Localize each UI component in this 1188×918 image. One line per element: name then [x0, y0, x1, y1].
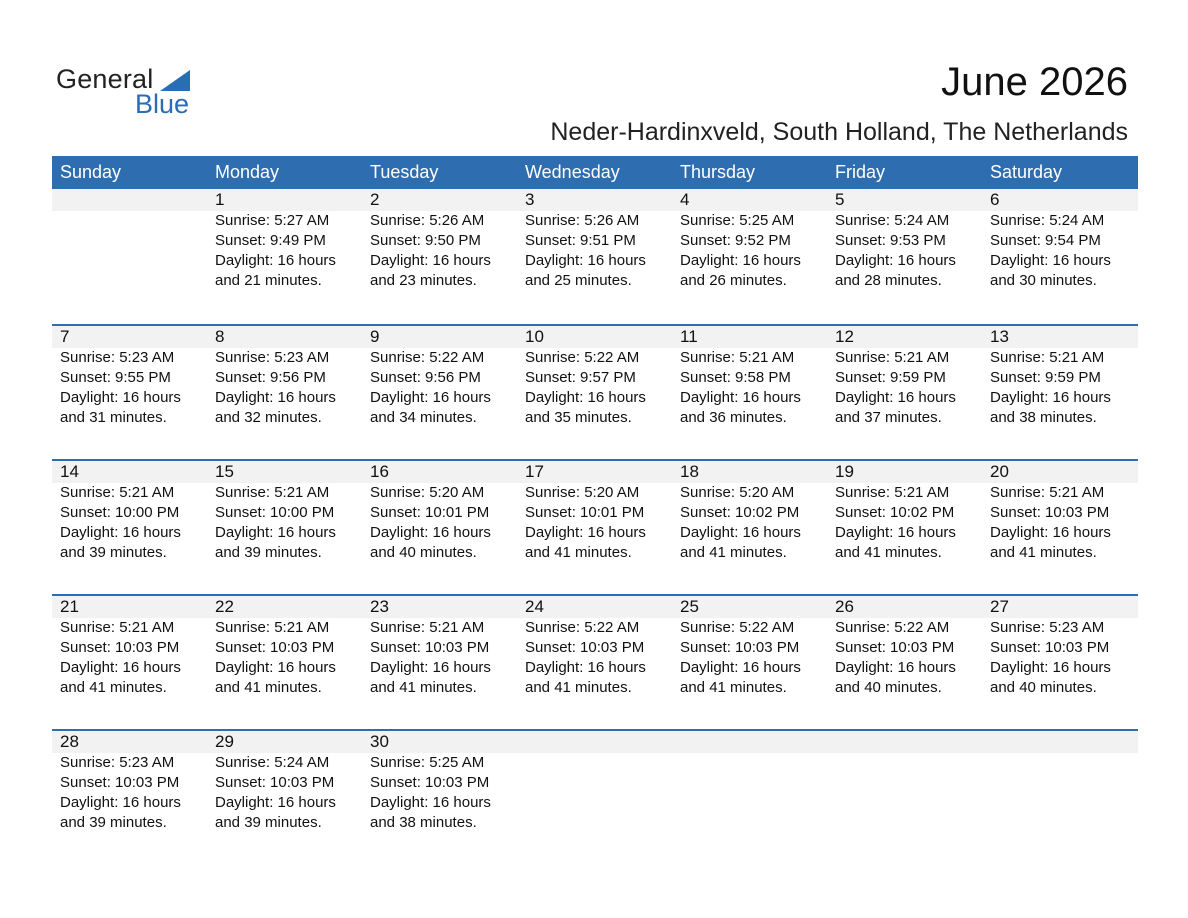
day-cell [982, 189, 1137, 291]
daylight-minutes: and 39 minutes. [60, 814, 167, 831]
daylight-hours: Daylight: 16 hours [680, 389, 801, 406]
daylight-minutes: and 41 minutes. [370, 679, 477, 696]
empty-day-cell [517, 731, 672, 833]
page-title: June 2026 [941, 60, 1128, 104]
day-cell [827, 596, 982, 698]
day-number: 17 [525, 462, 544, 481]
daylight-hours: Daylight: 16 hours [835, 252, 956, 269]
daylight-hours: Daylight: 16 hours [60, 659, 181, 676]
day-cell [672, 461, 827, 563]
sunset-time: Sunset: 9:58 PM [680, 369, 791, 386]
sunrise-time: Sunrise: 5:25 AM [680, 212, 795, 229]
daylight-hours: Daylight: 16 hours [990, 252, 1111, 269]
sunset-time: Sunset: 9:50 PM [370, 232, 481, 249]
day-cell [672, 189, 827, 291]
week-cells [52, 731, 1138, 833]
weekday-wednesday: Wednesday [525, 162, 620, 182]
daylight-minutes: and 41 minutes. [680, 544, 787, 561]
day-cell [52, 731, 207, 833]
calendar-week [52, 324, 1138, 459]
sunrise-time: Sunrise: 5:21 AM [990, 349, 1105, 366]
sunrise-time: Sunrise: 5:21 AM [835, 349, 950, 366]
day-number: 7 [60, 327, 70, 346]
daylight-minutes: and 35 minutes. [525, 409, 632, 426]
day-number: 15 [215, 462, 234, 481]
daylight-hours: Daylight: 16 hours [370, 524, 491, 541]
daylight-hours: Daylight: 16 hours [680, 252, 801, 269]
daylight-minutes: and 39 minutes. [215, 544, 322, 561]
sunrise-time: Sunrise: 5:25 AM [370, 754, 485, 771]
empty-day-cell [827, 731, 982, 833]
day-number: 30 [370, 732, 389, 751]
day-cell [982, 461, 1137, 563]
sunrise-time: Sunrise: 5:24 AM [215, 754, 330, 771]
empty-day-cell [672, 731, 827, 833]
calendar-grid [52, 156, 1138, 864]
day-cell [827, 326, 982, 428]
daylight-minutes: and 28 minutes. [835, 272, 942, 289]
sunset-time: Sunset: 9:52 PM [680, 232, 791, 249]
day-cell [207, 731, 362, 833]
sunset-time: Sunset: 10:02 PM [835, 504, 955, 521]
weekday-thursday: Thursday [680, 162, 756, 182]
sunrise-time: Sunrise: 5:26 AM [525, 212, 640, 229]
day-cell [207, 596, 362, 698]
sunset-time: Sunset: 10:03 PM [60, 639, 180, 656]
daylight-minutes: and 21 minutes. [215, 272, 322, 289]
day-number: 18 [680, 462, 699, 481]
sunset-time: Sunset: 9:49 PM [215, 232, 326, 249]
sunset-time: Sunset: 10:03 PM [525, 639, 645, 656]
day-cell [362, 326, 517, 428]
day-number: 4 [680, 190, 690, 209]
daylight-minutes: and 30 minutes. [990, 272, 1097, 289]
day-cell [362, 596, 517, 698]
daylight-minutes: and 40 minutes. [370, 544, 477, 561]
daylight-minutes: and 32 minutes. [215, 409, 322, 426]
daylight-hours: Daylight: 16 hours [215, 524, 336, 541]
sunrise-time: Sunrise: 5:20 AM [680, 484, 795, 501]
sunrise-time: Sunrise: 5:22 AM [370, 349, 485, 366]
day-number: 10 [525, 327, 544, 346]
weekday-sunday: Sunday [60, 162, 122, 182]
sunset-time: Sunset: 10:03 PM [370, 774, 490, 791]
empty-day-cell [52, 189, 207, 291]
day-cell [362, 189, 517, 291]
sunset-time: Sunset: 10:01 PM [370, 504, 490, 521]
daylight-minutes: and 37 minutes. [835, 409, 942, 426]
sunrise-time: Sunrise: 5:21 AM [60, 484, 175, 501]
day-number: 9 [370, 327, 380, 346]
day-cell [827, 461, 982, 563]
day-cell [207, 189, 362, 291]
sunset-time: Sunset: 9:57 PM [525, 369, 636, 386]
day-cell [827, 189, 982, 291]
sunrise-time: Sunrise: 5:21 AM [370, 619, 485, 636]
daylight-minutes: and 26 minutes. [680, 272, 787, 289]
sunset-time: Sunset: 9:59 PM [835, 369, 946, 386]
day-number: 2 [370, 190, 380, 209]
day-cell [517, 189, 672, 291]
day-cell [207, 326, 362, 428]
daylight-hours: Daylight: 16 hours [370, 794, 491, 811]
sunrise-time: Sunrise: 5:21 AM [60, 619, 175, 636]
daylight-minutes: and 31 minutes. [60, 409, 167, 426]
daylight-hours: Daylight: 16 hours [990, 389, 1111, 406]
day-cell [362, 461, 517, 563]
day-cell [52, 326, 207, 428]
weekday-tuesday: Tuesday [370, 162, 439, 182]
weekday-saturday: Saturday [990, 162, 1063, 182]
day-number: 11 [680, 327, 698, 346]
daylight-hours: Daylight: 16 hours [60, 389, 181, 406]
day-cell [517, 461, 672, 563]
sunrise-time: Sunrise: 5:22 AM [680, 619, 795, 636]
sunrise-time: Sunrise: 5:23 AM [60, 349, 175, 366]
sunset-time: Sunset: 10:00 PM [60, 504, 180, 521]
daylight-minutes: and 39 minutes. [215, 814, 322, 831]
day-number: 6 [990, 190, 1000, 209]
calendar-week [52, 729, 1138, 864]
daylight-hours: Daylight: 16 hours [835, 524, 956, 541]
daylight-minutes: and 34 minutes. [370, 409, 477, 426]
daylight-minutes: and 41 minutes. [525, 679, 632, 696]
weekday-friday: Friday [835, 162, 886, 182]
sunset-time: Sunset: 9:56 PM [370, 369, 481, 386]
daylight-hours: Daylight: 16 hours [370, 389, 491, 406]
sunrise-time: Sunrise: 5:21 AM [215, 484, 330, 501]
day-number: 1 [215, 190, 225, 209]
sunrise-time: Sunrise: 5:20 AM [525, 484, 640, 501]
day-number: 5 [835, 190, 845, 209]
daylight-hours: Daylight: 16 hours [680, 659, 801, 676]
day-cell [52, 461, 207, 563]
weekday-header [52, 156, 1138, 189]
day-number: 22 [215, 597, 234, 616]
daylight-hours: Daylight: 16 hours [370, 659, 491, 676]
day-cell [207, 461, 362, 563]
day-number: 29 [215, 732, 234, 751]
daylight-minutes: and 38 minutes. [990, 409, 1097, 426]
sunrise-time: Sunrise: 5:24 AM [835, 212, 950, 229]
day-number: 21 [60, 597, 79, 616]
daylight-hours: Daylight: 16 hours [215, 659, 336, 676]
daylight-minutes: and 41 minutes. [990, 544, 1097, 561]
sunset-time: Sunset: 10:03 PM [680, 639, 800, 656]
sunrise-time: Sunrise: 5:24 AM [990, 212, 1105, 229]
calendar-week [52, 459, 1138, 594]
daylight-hours: Daylight: 16 hours [990, 524, 1111, 541]
logo-text-blue: Blue [135, 89, 190, 119]
daylight-hours: Daylight: 16 hours [60, 524, 181, 541]
day-number: 19 [835, 462, 854, 481]
sunrise-time: Sunrise: 5:21 AM [835, 484, 950, 501]
logo-text-general: General [56, 64, 154, 94]
sunset-time: Sunset: 10:03 PM [990, 504, 1110, 521]
day-cell [517, 596, 672, 698]
day-number: 14 [60, 462, 79, 481]
daylight-hours: Daylight: 16 hours [525, 389, 646, 406]
weekday-monday: Monday [215, 162, 280, 182]
brand-logo [56, 64, 206, 120]
week-cells [52, 461, 1138, 563]
day-number: 16 [370, 462, 389, 481]
daylight-hours: Daylight: 16 hours [370, 252, 491, 269]
day-cell [517, 326, 672, 428]
daylight-hours: Daylight: 16 hours [990, 659, 1111, 676]
sunset-time: Sunset: 9:54 PM [990, 232, 1101, 249]
daylight-minutes: and 41 minutes. [60, 679, 167, 696]
sunrise-time: Sunrise: 5:27 AM [215, 212, 330, 229]
sunset-time: Sunset: 9:55 PM [60, 369, 171, 386]
location-subtitle: Neder-Hardinxveld, South Holland, The Netherlands [550, 118, 1128, 146]
daylight-minutes: and 40 minutes. [835, 679, 942, 696]
daylight-hours: Daylight: 16 hours [525, 659, 646, 676]
daylight-hours: Daylight: 16 hours [835, 389, 956, 406]
sunrise-time: Sunrise: 5:22 AM [525, 349, 640, 366]
sunset-time: Sunset: 10:01 PM [525, 504, 645, 521]
day-number: 12 [835, 327, 854, 346]
day-cell [982, 326, 1137, 428]
logo-triangle-icon [160, 70, 190, 91]
day-number: 26 [835, 597, 854, 616]
day-number: 24 [525, 597, 544, 616]
daylight-minutes: and 39 minutes. [60, 544, 167, 561]
daylight-minutes: and 41 minutes. [525, 544, 632, 561]
sunset-time: Sunset: 10:03 PM [215, 639, 335, 656]
empty-day-cell [982, 731, 1137, 833]
daylight-hours: Daylight: 16 hours [835, 659, 956, 676]
daylight-hours: Daylight: 16 hours [60, 794, 181, 811]
day-number: 25 [680, 597, 699, 616]
sunset-time: Sunset: 10:02 PM [680, 504, 800, 521]
sunrise-time: Sunrise: 5:23 AM [60, 754, 175, 771]
sunset-time: Sunset: 9:51 PM [525, 232, 636, 249]
daylight-hours: Daylight: 16 hours [525, 524, 646, 541]
sunrise-time: Sunrise: 5:21 AM [990, 484, 1105, 501]
day-cell [672, 326, 827, 428]
daylight-minutes: and 41 minutes. [215, 679, 322, 696]
day-cell [672, 596, 827, 698]
sunrise-time: Sunrise: 5:22 AM [525, 619, 640, 636]
sunset-time: Sunset: 10:03 PM [60, 774, 180, 791]
calendar-weeks [52, 189, 1138, 864]
sunset-time: Sunset: 9:59 PM [990, 369, 1101, 386]
sunrise-time: Sunrise: 5:23 AM [215, 349, 330, 366]
sunrise-time: Sunrise: 5:21 AM [215, 619, 330, 636]
day-number: 28 [60, 732, 79, 751]
sunrise-time: Sunrise: 5:20 AM [370, 484, 485, 501]
week-cells [52, 596, 1138, 698]
day-number: 27 [990, 597, 1009, 616]
daylight-minutes: and 38 minutes. [370, 814, 477, 831]
daylight-hours: Daylight: 16 hours [215, 794, 336, 811]
calendar-week [52, 189, 1138, 324]
daylight-minutes: and 41 minutes. [835, 544, 942, 561]
day-cell [52, 596, 207, 698]
day-number: 23 [370, 597, 389, 616]
sunset-time: Sunset: 10:03 PM [215, 774, 335, 791]
daylight-hours: Daylight: 16 hours [525, 252, 646, 269]
day-number: 20 [990, 462, 1009, 481]
sunrise-time: Sunrise: 5:21 AM [680, 349, 795, 366]
daylight-hours: Daylight: 16 hours [215, 252, 336, 269]
day-number: 3 [525, 190, 535, 209]
sunset-time: Sunset: 9:53 PM [835, 232, 946, 249]
day-cell [982, 596, 1137, 698]
daylight-hours: Daylight: 16 hours [215, 389, 336, 406]
sunrise-time: Sunrise: 5:26 AM [370, 212, 485, 229]
daylight-minutes: and 23 minutes. [370, 272, 477, 289]
sunset-time: Sunset: 10:03 PM [370, 639, 490, 656]
daylight-minutes: and 25 minutes. [525, 272, 632, 289]
daylight-hours: Daylight: 16 hours [680, 524, 801, 541]
day-number: 13 [990, 327, 1009, 346]
sunset-time: Sunset: 9:56 PM [215, 369, 326, 386]
daylight-minutes: and 40 minutes. [990, 679, 1097, 696]
sunrise-time: Sunrise: 5:23 AM [990, 619, 1105, 636]
daylight-minutes: and 36 minutes. [680, 409, 787, 426]
day-cell [362, 731, 517, 833]
day-number: 8 [215, 327, 225, 346]
daylight-minutes: and 41 minutes. [680, 679, 787, 696]
week-cells [52, 326, 1138, 428]
sunset-time: Sunset: 10:00 PM [215, 504, 335, 521]
sunset-time: Sunset: 10:03 PM [835, 639, 955, 656]
sunset-time: Sunset: 10:03 PM [990, 639, 1110, 656]
sunrise-time: Sunrise: 5:22 AM [835, 619, 950, 636]
week-cells [52, 189, 1138, 291]
calendar-week [52, 594, 1138, 729]
